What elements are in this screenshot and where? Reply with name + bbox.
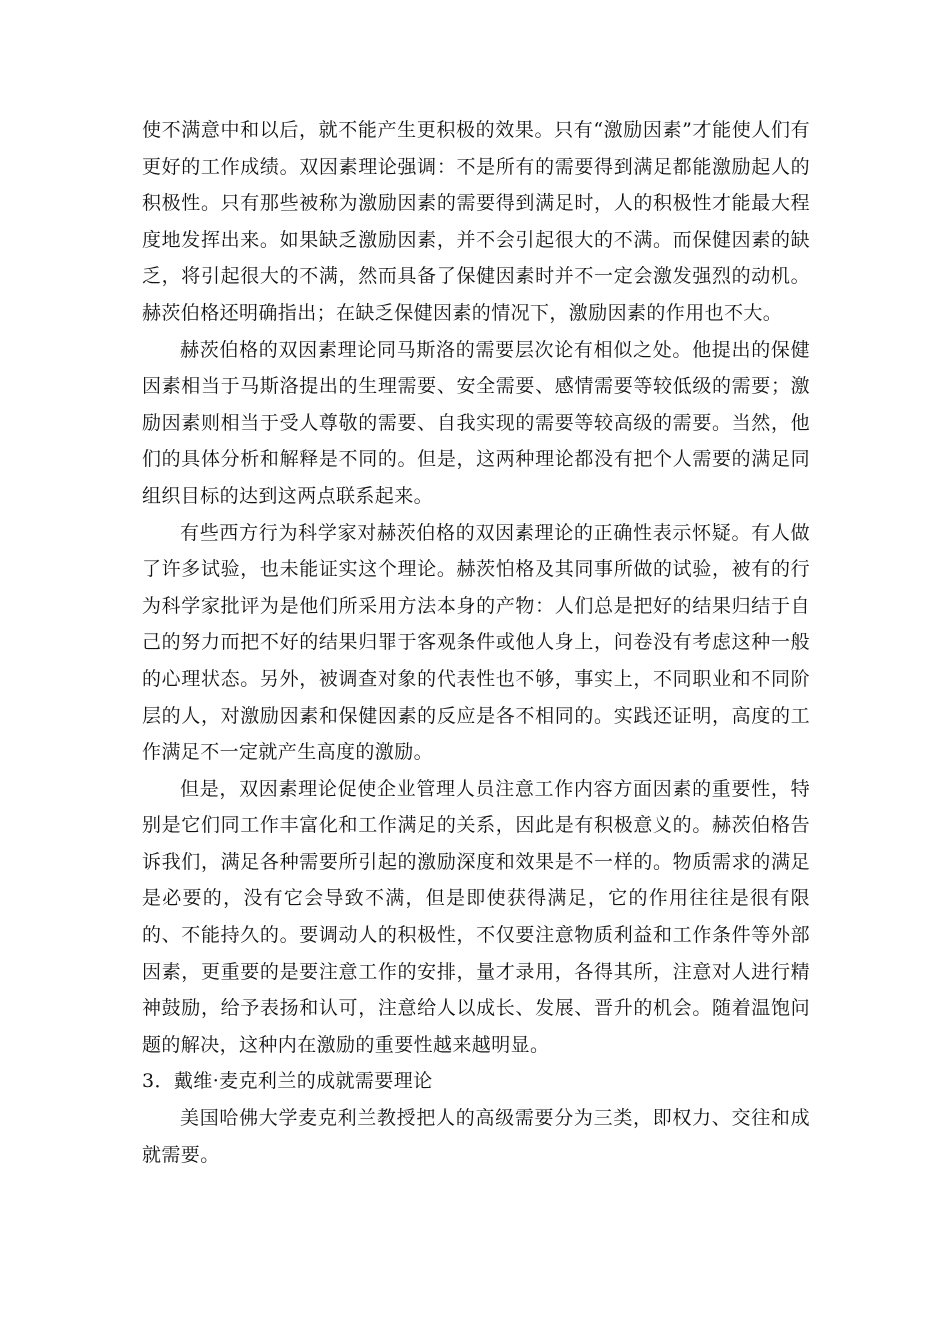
document-body [142,112,810,1173]
paragraph-2: 赫茨伯格的双因素理论同马斯洛的需要层次论有相似之处。他提出的保健因素相当于马斯洛提出的生理需要、安全需要、感情需要等较低级的需要；激励因素则相当于受人尊敬的需要、自我实现的需要等较高级的需要。当然，他们的具体分析和解释是不同的。但是，这两种理论都没有把个人需要的满足同组织目标的达到这两点联系起来。 [142,338,810,507]
section-heading: 3．戴维·麦克利兰的成就需要理论 [142,1070,433,1093]
paragraph-5: 美国哈佛大学麦克利兰教授把人的高级需要分为三类，即权力、交往和成就需要。 [142,1107,810,1166]
paragraph-4: 但是，双因素理论促使企业管理人员注意工作内容方面因素的重要性，特别是它们同工作丰富化和工作满足的关系，因此是有积极意义的。赫茨伯格告诉我们，满足各种需要所引起的激励深度和效果是不一样的。物质需求的满足是必要的，没有它会导致不满，但是即使获得满足，它的作用往往是很有限的、不能持久的。要调动人的积极性，不仅要注意物质利益和工作条件等外部因素，更重要的是要注意工作的安排，量才录用，各得其所，注意对人进行精神鼓励，给予表扬和认可，注意给人以成长、发展、晋升的机会。随着温饱问题的解决，这种内在激励的重要性越来越明显。 [142,777,810,1056]
paragraph-1: 使不满意中和以后，就不能产生更积极的效果。只有“激励因素”才能使人们有更好的工作成绩。双因素理论强调：不是所有的需要得到满足都能激励起人的积极性。只有那些被称为激励因素的需要得到满足时，人的积极性才能最大程度地发挥出来。如果缺乏激励因素，并不会引起很大的不满。而保健因素的缺乏，将引起很大的不满，然而具备了保健因素时并不一定会激发强烈的动机。赫茨伯格还明确指出；在缺乏保健因素的情况下，激励因素的作用也不大。 [142,119,810,324]
paragraph-3: 有些西方行为科学家对赫茨伯格的双因素理论的正确性表示怀疑。有人做了许多试验，也未能证实这个理论。赫茨怕格及其同事所做的试验，被有的行为科学家批评为是他们所采用方法本身的产物：人们总是把好的结果归结于自己的努力而把不好的结果归罪于客观条件或他人身上，问卷没有考虑这种一般的心理状态。另外，被调查对象的代表性也不够，事实上，不同职业和不同阶层的人，对激励因素和保健因素的反应是各不相同的。实践还证明，高度的工作满足不一定就产生高度的激励。 [142,521,810,764]
